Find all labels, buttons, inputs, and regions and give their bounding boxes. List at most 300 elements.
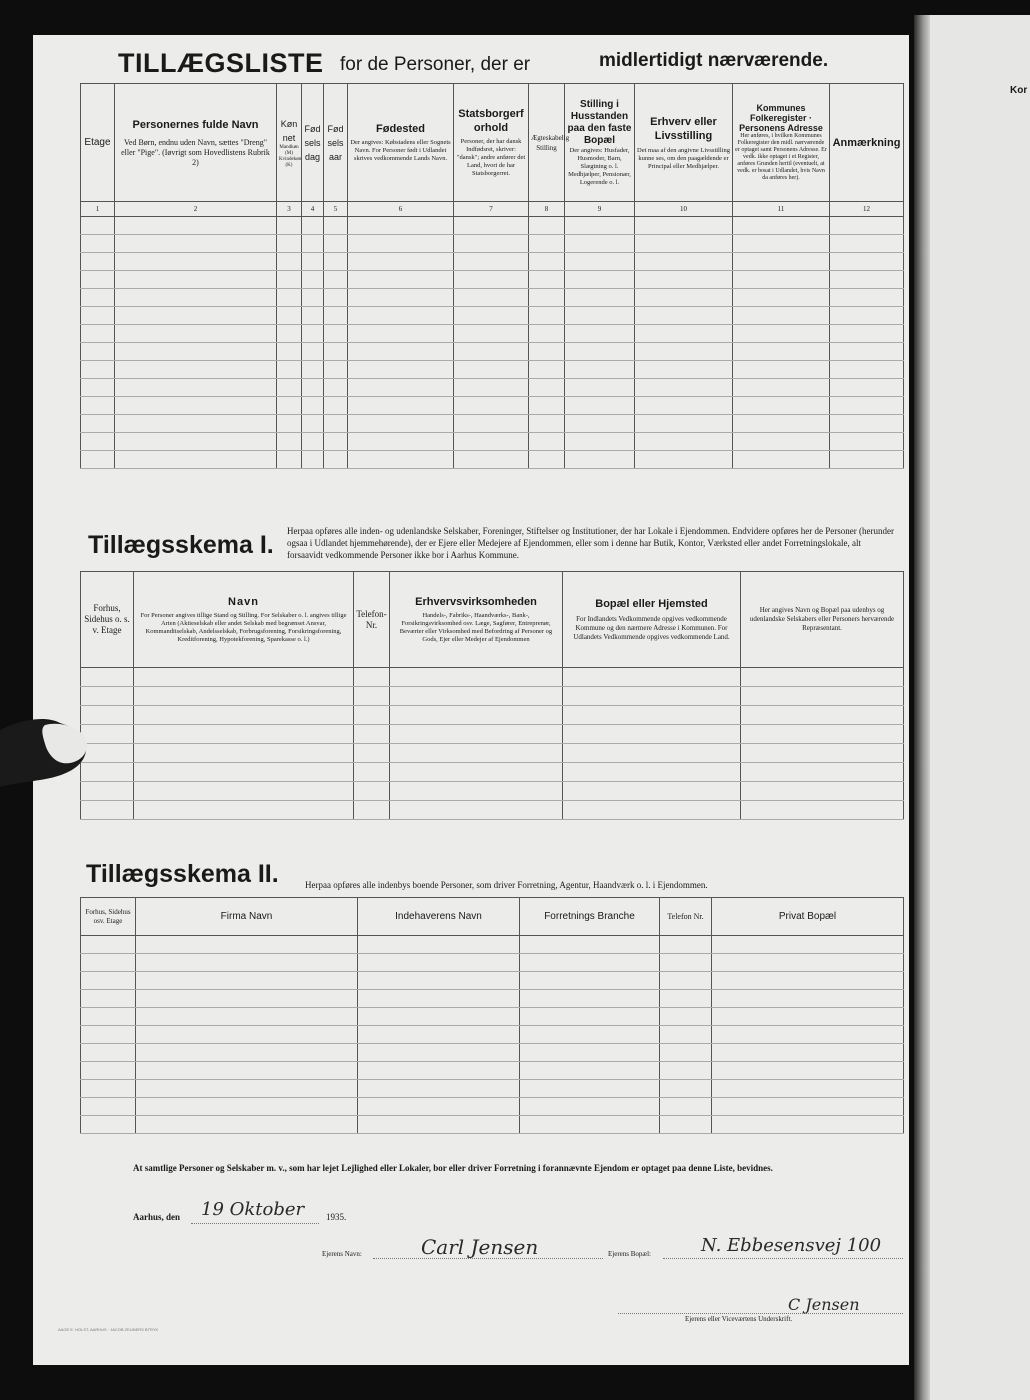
table-cell[interactable]: [348, 325, 454, 343]
date-line: [191, 1223, 319, 1224]
table-cell[interactable]: [302, 235, 324, 253]
owner-address-label: Ejerens Bopæl:: [608, 1250, 651, 1258]
table-cell[interactable]: [741, 763, 904, 782]
table-cell[interactable]: [830, 235, 904, 253]
table-cell[interactable]: [348, 307, 454, 325]
table-cell[interactable]: [520, 1008, 660, 1026]
table-cell[interactable]: [134, 763, 354, 782]
table-cell[interactable]: [390, 725, 563, 744]
table-cell[interactable]: [565, 361, 635, 379]
table-cell[interactable]: [660, 936, 712, 954]
table-cell[interactable]: [529, 415, 565, 433]
table-cell[interactable]: [563, 706, 741, 725]
table-cell[interactable]: [302, 379, 324, 397]
table-cell[interactable]: [348, 271, 454, 289]
table-cell[interactable]: [712, 972, 904, 990]
table-cell[interactable]: [635, 307, 733, 325]
table-cell[interactable]: [565, 379, 635, 397]
colnum-8: 8: [529, 202, 565, 217]
table-cell[interactable]: [348, 217, 454, 235]
table-cell[interactable]: [733, 343, 830, 361]
table-cell[interactable]: [81, 217, 115, 235]
schema2-header-telefon: Telefon Nr.: [660, 898, 712, 936]
table-cell[interactable]: [354, 782, 390, 801]
table-cell[interactable]: [660, 1008, 712, 1026]
table-cell[interactable]: [348, 343, 454, 361]
table-cell[interactable]: [635, 379, 733, 397]
table-cell[interactable]: [565, 235, 635, 253]
table-cell[interactable]: [277, 217, 302, 235]
table-cell[interactable]: [81, 954, 136, 972]
table-cell[interactable]: [136, 990, 358, 1008]
table-cell[interactable]: [635, 433, 733, 451]
table-cell[interactable]: [733, 307, 830, 325]
table-cell[interactable]: [741, 687, 904, 706]
table-cell[interactable]: [454, 343, 529, 361]
table-cell[interactable]: [324, 379, 348, 397]
table-cell[interactable]: [81, 379, 115, 397]
table-cell[interactable]: [354, 706, 390, 725]
table-cell[interactable]: [830, 325, 904, 343]
table-cell[interactable]: [115, 325, 277, 343]
table-cell[interactable]: [115, 343, 277, 361]
table-cell[interactable]: [115, 235, 277, 253]
table-cell[interactable]: [81, 1062, 136, 1080]
table-cell[interactable]: [277, 271, 302, 289]
table-cell[interactable]: [115, 271, 277, 289]
table-cell[interactable]: [830, 307, 904, 325]
table-cell[interactable]: [81, 325, 115, 343]
table-cell[interactable]: [565, 415, 635, 433]
table-cell[interactable]: [529, 307, 565, 325]
table-cell[interactable]: [390, 706, 563, 725]
table-cell[interactable]: [712, 1098, 904, 1116]
table-cell[interactable]: [520, 1044, 660, 1062]
table-cell[interactable]: [565, 397, 635, 415]
table-cell[interactable]: [520, 1116, 660, 1134]
table-cell[interactable]: [136, 1008, 358, 1026]
table-cell[interactable]: [830, 253, 904, 271]
table-cell[interactable]: [302, 361, 324, 379]
table-cell[interactable]: [733, 451, 830, 469]
table-cell[interactable]: [660, 1098, 712, 1116]
table-cell[interactable]: [348, 415, 454, 433]
table-cell[interactable]: [565, 433, 635, 451]
table-cell[interactable]: [712, 1080, 904, 1098]
table-cell[interactable]: [660, 972, 712, 990]
table-cell[interactable]: [520, 1026, 660, 1044]
table-cell[interactable]: [348, 253, 454, 271]
table-cell[interactable]: [741, 668, 904, 687]
table-cell[interactable]: [830, 217, 904, 235]
table-cell[interactable]: [635, 289, 733, 307]
table-cell[interactable]: [712, 954, 904, 972]
table-cell[interactable]: [741, 801, 904, 820]
table-cell[interactable]: [635, 343, 733, 361]
table-cell[interactable]: [115, 451, 277, 469]
table-cell[interactable]: [136, 1026, 358, 1044]
table-cell[interactable]: [354, 668, 390, 687]
table-cell[interactable]: [324, 271, 348, 289]
table-cell[interactable]: [277, 379, 302, 397]
table-cell[interactable]: [563, 744, 741, 763]
footer-date-handwritten: 19 Oktober: [201, 1199, 305, 1220]
table-cell[interactable]: [830, 343, 904, 361]
table-cell[interactable]: [115, 289, 277, 307]
table-cell[interactable]: [302, 307, 324, 325]
table-cell[interactable]: [529, 235, 565, 253]
table-cell[interactable]: [830, 289, 904, 307]
table-cell[interactable]: [348, 451, 454, 469]
table-cell[interactable]: [454, 235, 529, 253]
table-cell[interactable]: [635, 397, 733, 415]
binder-spine: [914, 15, 930, 1400]
table-cell[interactable]: [81, 972, 136, 990]
table-cell[interactable]: [520, 990, 660, 1008]
table-cell[interactable]: [348, 379, 454, 397]
list-row: [81, 217, 904, 235]
table-cell[interactable]: [324, 217, 348, 235]
table-cell[interactable]: [635, 253, 733, 271]
table-cell[interactable]: [454, 397, 529, 415]
table-cell[interactable]: [302, 397, 324, 415]
table-cell[interactable]: [136, 972, 358, 990]
table-cell[interactable]: [733, 415, 830, 433]
table-cell[interactable]: [520, 936, 660, 954]
table-cell[interactable]: [302, 253, 324, 271]
table-cell[interactable]: [358, 1008, 520, 1026]
table-cell[interactable]: [454, 415, 529, 433]
table-cell[interactable]: [712, 1044, 904, 1062]
table-cell[interactable]: [302, 289, 324, 307]
table-cell[interactable]: [529, 253, 565, 271]
table-cell[interactable]: [348, 235, 454, 253]
table-cell[interactable]: [134, 668, 354, 687]
table-cell[interactable]: [733, 271, 830, 289]
table-cell[interactable]: [324, 325, 348, 343]
table-cell[interactable]: [390, 687, 563, 706]
table-cell[interactable]: [520, 1062, 660, 1080]
table-cell[interactable]: [390, 668, 563, 687]
table-cell[interactable]: [660, 1026, 712, 1044]
table-cell[interactable]: [81, 1008, 136, 1026]
table-cell[interactable]: [324, 235, 348, 253]
table-cell[interactable]: [565, 271, 635, 289]
table-cell[interactable]: [348, 433, 454, 451]
tillaegsliste-table: [80, 83, 904, 469]
table-cell[interactable]: [830, 451, 904, 469]
table-cell[interactable]: [563, 763, 741, 782]
table-cell[interactable]: [635, 271, 733, 289]
table-cell[interactable]: [565, 307, 635, 325]
table-cell[interactable]: [81, 801, 134, 820]
table-cell[interactable]: [529, 361, 565, 379]
table-cell[interactable]: [563, 782, 741, 801]
table-cell[interactable]: [830, 433, 904, 451]
table-cell[interactable]: [390, 763, 563, 782]
table-cell[interactable]: [81, 307, 115, 325]
table-cell[interactable]: [81, 235, 115, 253]
table-cell[interactable]: [81, 343, 115, 361]
table-cell[interactable]: [134, 725, 354, 744]
table-cell[interactable]: [712, 990, 904, 1008]
table-cell[interactable]: [81, 433, 115, 451]
table-cell[interactable]: [733, 325, 830, 343]
signature-handwritten: C Jensen: [788, 1295, 860, 1314]
table-cell[interactable]: [324, 307, 348, 325]
table-cell[interactable]: [302, 415, 324, 433]
table-cell[interactable]: [348, 361, 454, 379]
table-cell[interactable]: [358, 990, 520, 1008]
table-cell[interactable]: [390, 744, 563, 763]
header-folkeregister: Kommunes Folkeregister · Personens Adresse Her anføres, i hvilken Kommunes Folkeregister den midl. nærværende er optaget samt Personens Adresse. Er vedk. ikke optaget i et Register, anføres Grunden hertil (eventuelt, at vedk. er bosat i Udlandet, hvis Navn da anføres her).: [733, 84, 830, 202]
table-cell[interactable]: [660, 1044, 712, 1062]
table-cell[interactable]: [354, 744, 390, 763]
table-cell[interactable]: [115, 217, 277, 235]
table-cell[interactable]: [358, 972, 520, 990]
table-cell[interactable]: [454, 433, 529, 451]
table-cell[interactable]: [115, 307, 277, 325]
table-cell[interactable]: [635, 325, 733, 343]
table-cell[interactable]: [277, 343, 302, 361]
table-cell[interactable]: [741, 782, 904, 801]
table-cell[interactable]: [136, 1098, 358, 1116]
table-cell[interactable]: [115, 379, 277, 397]
table-cell[interactable]: [454, 379, 529, 397]
table-cell[interactable]: [324, 451, 348, 469]
table-cell[interactable]: [81, 289, 115, 307]
table-cell[interactable]: [529, 217, 565, 235]
table-cell[interactable]: [733, 235, 830, 253]
table-cell[interactable]: [81, 990, 136, 1008]
table-cell[interactable]: [733, 253, 830, 271]
table-cell[interactable]: [390, 801, 563, 820]
table-cell[interactable]: [358, 1062, 520, 1080]
table-cell[interactable]: [134, 744, 354, 763]
table-cell[interactable]: [741, 706, 904, 725]
table-cell[interactable]: [136, 1044, 358, 1062]
table-cell[interactable]: [277, 361, 302, 379]
list-row: [81, 415, 904, 433]
table-cell[interactable]: [324, 361, 348, 379]
table-cell[interactable]: [358, 1026, 520, 1044]
table-cell[interactable]: [563, 725, 741, 744]
table-cell[interactable]: [115, 253, 277, 271]
schema2-row: [81, 1026, 904, 1044]
table-cell[interactable]: [81, 668, 134, 687]
table-cell[interactable]: [81, 936, 136, 954]
table-cell[interactable]: [358, 954, 520, 972]
table-cell[interactable]: [354, 725, 390, 744]
table-cell[interactable]: [529, 271, 565, 289]
list-header-row: [81, 84, 904, 202]
table-cell[interactable]: [454, 451, 529, 469]
table-cell[interactable]: [358, 1044, 520, 1062]
table-cell[interactable]: [520, 972, 660, 990]
table-cell[interactable]: [115, 433, 277, 451]
table-cell[interactable]: [565, 343, 635, 361]
table-cell[interactable]: [712, 1116, 904, 1134]
table-cell[interactable]: [830, 379, 904, 397]
table-cell[interactable]: [81, 415, 115, 433]
table-cell[interactable]: [529, 433, 565, 451]
table-cell[interactable]: [712, 1008, 904, 1026]
table-cell[interactable]: [563, 801, 741, 820]
table-cell[interactable]: [324, 397, 348, 415]
table-cell[interactable]: [733, 289, 830, 307]
table-cell[interactable]: [660, 954, 712, 972]
table-cell[interactable]: [712, 1062, 904, 1080]
table-cell[interactable]: [81, 397, 115, 415]
table-cell[interactable]: [830, 271, 904, 289]
table-cell[interactable]: [529, 343, 565, 361]
table-cell[interactable]: [348, 289, 454, 307]
header-koennet: Kønnet Mandkøn (M) Kvindekøn (K): [277, 84, 302, 202]
table-cell[interactable]: [565, 451, 635, 469]
table-cell[interactable]: [324, 289, 348, 307]
table-cell[interactable]: [454, 217, 529, 235]
table-cell[interactable]: [134, 706, 354, 725]
schema2-header-row: [81, 898, 904, 936]
table-cell[interactable]: [277, 307, 302, 325]
table-cell[interactable]: [830, 415, 904, 433]
table-cell[interactable]: [324, 343, 348, 361]
table-cell[interactable]: [358, 1080, 520, 1098]
table-cell[interactable]: [81, 1098, 136, 1116]
table-cell[interactable]: [830, 361, 904, 379]
owner-name-handwritten: Carl Jensen: [421, 1235, 539, 1259]
table-cell[interactable]: [358, 1098, 520, 1116]
table-cell[interactable]: [115, 361, 277, 379]
table-cell[interactable]: [324, 433, 348, 451]
table-cell[interactable]: [324, 253, 348, 271]
table-cell[interactable]: [302, 271, 324, 289]
schema1-header-erhverv: Erhvervsvirksomheden Handels-, Fabriks-, Haandværks-, Bank-, Forsikringsvirksomhed osv. Læge, Sagfører, Entreprenør, Beværter eller Virksomhed med Befordring af Personer og Gods, Ejer eller Medejer af Ejendommen: [390, 572, 563, 668]
table-cell[interactable]: [660, 1062, 712, 1080]
table-cell[interactable]: [354, 763, 390, 782]
table-cell[interactable]: [830, 397, 904, 415]
table-cell[interactable]: [565, 253, 635, 271]
list-body: [81, 217, 904, 469]
table-cell[interactable]: [354, 801, 390, 820]
table-cell[interactable]: [660, 1080, 712, 1098]
table-cell[interactable]: [81, 1116, 136, 1134]
table-cell[interactable]: [454, 271, 529, 289]
schema1-row: [81, 668, 904, 687]
table-cell[interactable]: [635, 415, 733, 433]
table-cell[interactable]: [277, 451, 302, 469]
table-cell[interactable]: [302, 217, 324, 235]
table-cell[interactable]: [277, 253, 302, 271]
table-cell[interactable]: [454, 307, 529, 325]
next-page-edge: [930, 15, 1030, 1400]
table-cell[interactable]: [635, 451, 733, 469]
table-cell[interactable]: [733, 217, 830, 235]
table-cell[interactable]: [358, 1116, 520, 1134]
table-cell[interactable]: [520, 1098, 660, 1116]
table-cell[interactable]: [136, 1080, 358, 1098]
table-cell[interactable]: [454, 289, 529, 307]
table-cell[interactable]: [454, 253, 529, 271]
table-cell[interactable]: [660, 990, 712, 1008]
table-cell[interactable]: [733, 433, 830, 451]
table-cell[interactable]: [529, 289, 565, 307]
table-cell[interactable]: [134, 782, 354, 801]
table-cell[interactable]: [520, 1080, 660, 1098]
table-cell[interactable]: [277, 433, 302, 451]
table-cell[interactable]: [529, 451, 565, 469]
table-cell[interactable]: [733, 361, 830, 379]
table-cell[interactable]: [277, 235, 302, 253]
table-cell[interactable]: [733, 397, 830, 415]
table-cell[interactable]: [563, 687, 741, 706]
schema2-title: Tillægsskema II.: [86, 860, 279, 888]
table-cell[interactable]: [565, 325, 635, 343]
table-cell[interactable]: [741, 744, 904, 763]
table-cell[interactable]: [635, 235, 733, 253]
table-cell[interactable]: [136, 1062, 358, 1080]
owner-name-label: Ejerens Navn:: [322, 1250, 362, 1258]
table-cell[interactable]: [454, 361, 529, 379]
table-cell[interactable]: [565, 217, 635, 235]
table-cell[interactable]: [520, 954, 660, 972]
table-cell[interactable]: [529, 397, 565, 415]
table-cell[interactable]: [115, 415, 277, 433]
table-cell[interactable]: [81, 1080, 136, 1098]
table-cell[interactable]: [302, 451, 324, 469]
table-cell[interactable]: [81, 451, 115, 469]
table-cell[interactable]: [529, 379, 565, 397]
table-cell[interactable]: [741, 725, 904, 744]
table-cell[interactable]: [81, 253, 115, 271]
table-cell[interactable]: [277, 325, 302, 343]
table-cell[interactable]: [134, 687, 354, 706]
table-cell[interactable]: [277, 397, 302, 415]
table-cell[interactable]: [454, 325, 529, 343]
table-cell[interactable]: [660, 1116, 712, 1134]
table-cell[interactable]: [81, 1044, 136, 1062]
table-cell[interactable]: [81, 1026, 136, 1044]
table-cell[interactable]: [277, 289, 302, 307]
table-cell[interactable]: [115, 397, 277, 415]
table-cell[interactable]: [635, 217, 733, 235]
table-cell[interactable]: [563, 668, 741, 687]
table-cell[interactable]: [635, 361, 733, 379]
table-cell[interactable]: [136, 1116, 358, 1134]
colnum-7: 7: [454, 202, 529, 217]
table-cell[interactable]: [348, 397, 454, 415]
table-cell[interactable]: [358, 936, 520, 954]
table-cell[interactable]: [81, 361, 115, 379]
table-cell[interactable]: [134, 801, 354, 820]
table-cell[interactable]: [136, 936, 358, 954]
table-cell[interactable]: [390, 782, 563, 801]
table-cell[interactable]: [302, 433, 324, 451]
table-cell[interactable]: [712, 936, 904, 954]
table-cell[interactable]: [354, 687, 390, 706]
table-cell[interactable]: [302, 325, 324, 343]
table-cell[interactable]: [277, 415, 302, 433]
table-cell[interactable]: [81, 271, 115, 289]
table-cell[interactable]: [81, 687, 134, 706]
table-cell[interactable]: [712, 1026, 904, 1044]
table-cell[interactable]: [136, 954, 358, 972]
table-cell[interactable]: [565, 289, 635, 307]
table-cell[interactable]: [733, 379, 830, 397]
table-cell[interactable]: [529, 325, 565, 343]
table-cell[interactable]: [324, 415, 348, 433]
table-cell[interactable]: [302, 343, 324, 361]
